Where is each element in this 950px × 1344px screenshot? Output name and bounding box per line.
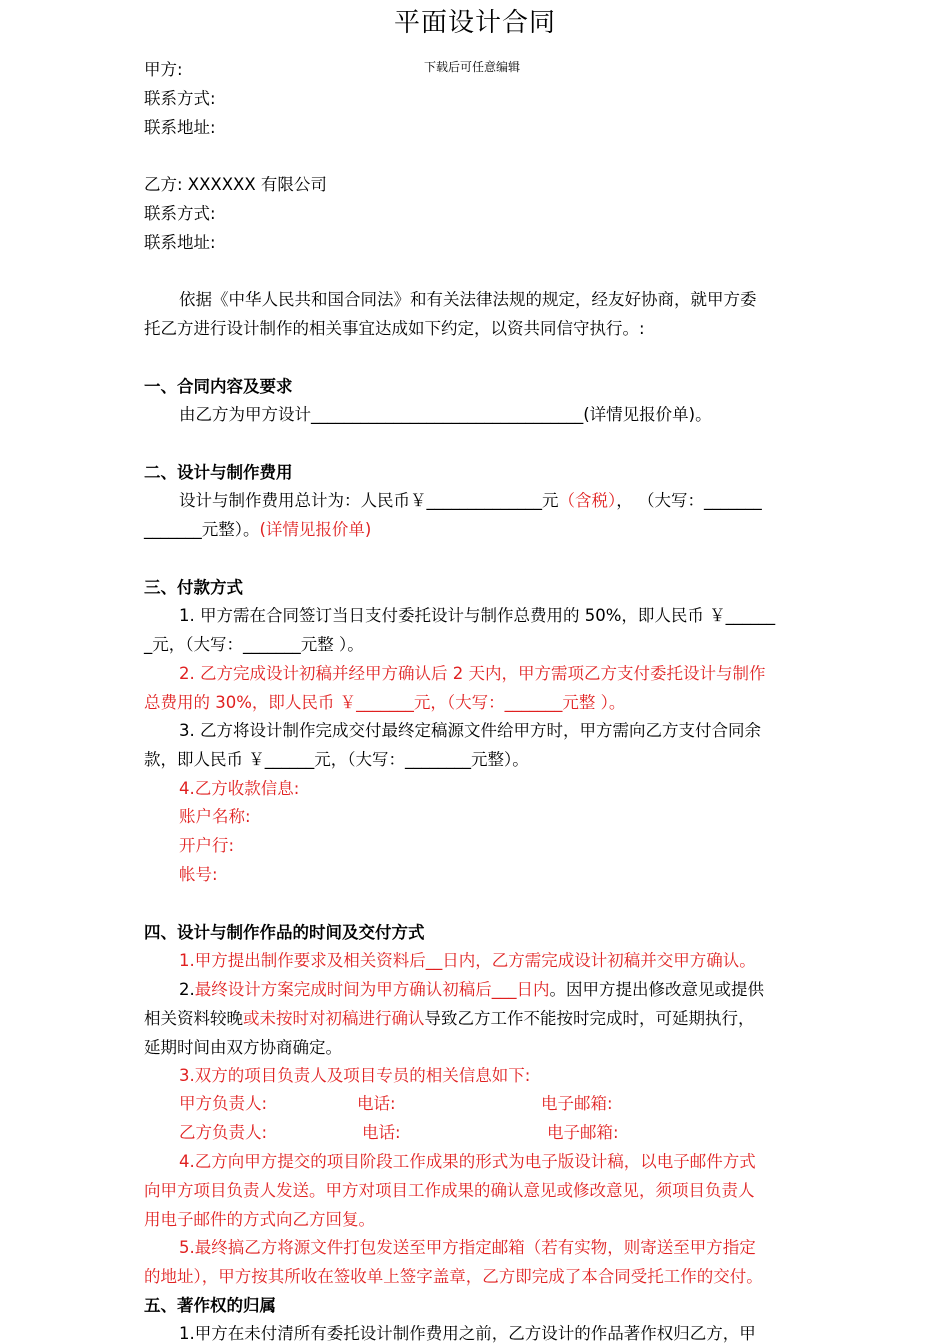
payment-1-line-2: _元，（大写：_______元整 ）。 bbox=[144, 635, 364, 654]
delivery-4-line-3: 用电子邮件的方式向乙方回复。 bbox=[144, 1210, 375, 1229]
party-a-address: 联系地址: bbox=[144, 118, 216, 137]
party-a-manager-label: 甲方负责人: bbox=[179, 1094, 268, 1113]
delivery-4-line-1: 4.乙方向甲方提交的项目阶段工作成果的形式为电子版设计稿，以电子邮件方式 bbox=[179, 1152, 756, 1171]
delivery-2-tail: 。因甲方提出修改意见或提供 bbox=[549, 980, 764, 999]
party-b-manager-label: 乙方负责人: bbox=[179, 1123, 268, 1142]
intro-line-2: 托乙方进行设计制作的相关事宜达成如下约定，以资共同信守执行。: bbox=[144, 319, 645, 338]
account-number: 帐号: bbox=[179, 865, 218, 884]
fee-line-1 bbox=[179, 491, 762, 511]
delivery-2-b-start: 相关资料较晚 bbox=[144, 1009, 243, 1028]
section-3-heading: 三、付款方式 bbox=[144, 578, 243, 597]
payment-4-heading: 4.乙方收款信息: bbox=[179, 779, 300, 798]
delivery-2-line-1 bbox=[179, 980, 764, 1000]
party-a-label: 甲方: bbox=[144, 60, 183, 79]
section-4-heading: 四、设计与制作作品的时间及交付方式 bbox=[144, 923, 425, 942]
delivery-3: 3.双方的项目负责人及项目专员的相关信息如下: bbox=[179, 1066, 531, 1085]
fee-uppercase: ， （大写：_______ bbox=[616, 491, 762, 510]
edit-note: 下载后可任意编辑 bbox=[424, 60, 521, 74]
payment-3-line-2: 款，即人民币 ￥______元，（大写：________元整）。 bbox=[144, 750, 529, 769]
party-b-label: 乙方: XXXXXX 有限公司 bbox=[144, 175, 327, 194]
party-a-phone-label: 电话: bbox=[357, 1094, 396, 1113]
party-a-email-label: 电子邮箱: bbox=[541, 1094, 613, 1113]
payment-3-line-1: 3. 乙方将设计制作完成交付最终定稿源文件给甲方时，甲方需向乙方支付合同余 bbox=[179, 721, 761, 740]
final-deadline: 最终设计方案完成时间为甲方确认初稿后___日内 bbox=[194, 980, 550, 999]
party-b-email-label: 电子邮箱: bbox=[547, 1123, 619, 1142]
delivery-2-b-red: 或未按时对初稿进行确认 bbox=[243, 1009, 425, 1028]
payment-1-line-1: 1. 甲方需在合同签订当日支付委托设计与制作总费用的 50%，即人民币 ￥______ bbox=[179, 606, 776, 625]
intro-line-1: 依据《中华人民共和国合同法》和有关法律法规的规定，经友好协商，就甲方委 bbox=[179, 290, 757, 309]
delivery-2-number: 2. bbox=[179, 980, 195, 999]
delivery-2-line-2 bbox=[144, 1009, 755, 1029]
payment-2-line-1: 2. 乙方完成设计初稿并经甲方确认后 2 天内，甲方需项乙方支付委托设计与制作 bbox=[179, 664, 766, 683]
fee-line-2 bbox=[144, 520, 371, 540]
page-title: 平面设计合同 bbox=[393, 8, 556, 38]
party-b-phone-label: 电话: bbox=[362, 1123, 401, 1142]
tax-included: （含税） bbox=[558, 491, 617, 510]
delivery-4-line-2: 向甲方项目负责人发送。甲方对项目工作成果的确认意见或修改意见，须项目负责人 bbox=[144, 1181, 755, 1200]
payment-2-line-2: 总费用的 30%，即人民币 ￥_______元，（大写：_______元整 ）。 bbox=[144, 693, 626, 712]
fee-total: 设计与制作费用总计为：人民币￥______________元 bbox=[179, 491, 559, 510]
delivery-5-line-1: 5.最终搞乙方将源文件打包发送至甲方指定邮箱（若有实物，则寄送至甲方指定 bbox=[179, 1238, 756, 1257]
section-1-text: 由乙方为甲方设计_________________________________(详情见报价单)。 bbox=[179, 405, 712, 424]
section-5-heading: 五、著作权的归属 bbox=[144, 1296, 276, 1315]
delivery-5-line-2: 的地址），甲方按其所收在签收单上签字盖章，乙方即完成了本合同受托工作的交付。 bbox=[144, 1267, 763, 1286]
party-a-contact: 联系方式: bbox=[144, 89, 216, 108]
account-name: 账户名称: bbox=[179, 807, 251, 826]
delivery-2-b-end: 导致乙方工作不能按时完成时，可延期执行， bbox=[424, 1009, 755, 1028]
fee-quote-ref: (详情见报价单) bbox=[259, 520, 372, 539]
delivery-1: 1.甲方提出制作要求及相关资料后__日内，乙方需完成设计初稿并交甲方确认。 bbox=[179, 951, 756, 970]
party-b-address: 联系地址: bbox=[144, 233, 216, 252]
section-1-heading: 一、合同内容及要求 bbox=[144, 377, 293, 396]
copyright-1: 1.甲方在未付清所有委托设计制作费用之前，乙方设计的作品著作权归乙方，甲 bbox=[179, 1324, 756, 1343]
delivery-2-line-3: 延期时间由双方协商确定。 bbox=[144, 1038, 342, 1057]
fee-uppercase-end: _______元整）。 bbox=[144, 520, 260, 539]
bank-name: 开户行: bbox=[179, 836, 235, 855]
party-b-contact: 联系方式: bbox=[144, 204, 216, 223]
section-2-heading: 二、设计与制作费用 bbox=[144, 463, 293, 482]
